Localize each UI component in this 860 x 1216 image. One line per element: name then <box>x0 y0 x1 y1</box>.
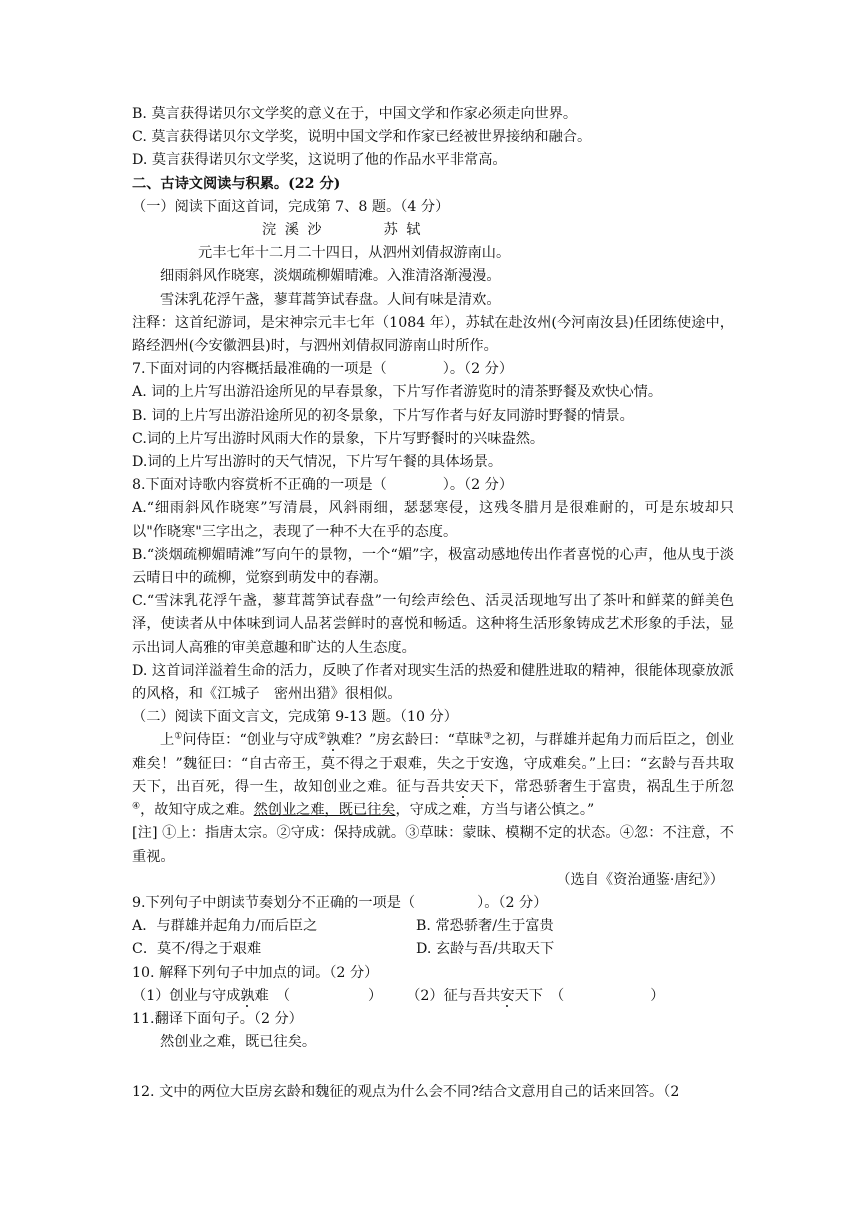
poem-preface: 元丰七年十二月二十四日，从泗州刘倩叔游南山。 <box>198 245 511 262</box>
q6-option-d: D. 莫言获得诺贝尔文学奖，这说明了他的作品水平非常高。 <box>132 152 507 169</box>
part1-heading: （一）阅读下面这首词，完成第 7、8 题。（4 分） <box>132 198 450 215</box>
q8-option-c: C.“雪沫乳花浮午盏，蓼茸蒿笋试春盘”一句绘声绘色、活灵活现地写出了茶叶和鲜菜的鲜美色泽，使读者从中体味到词人品茗尝鲜时的喜悦和畅适。这种将生活形象铸成艺术形象的手法，显示出词人高雅的审美意趣和旷达的人生态度。 <box>132 593 734 656</box>
classical-passage <box>132 729 734 822</box>
passage-text: 上 <box>160 732 175 749</box>
passage-source: （选自《资治通鉴·唐纪》） <box>556 871 724 888</box>
q8-option-b: B.“淡烟疏柳媚晴滩”写向午的景物，一个“媚”字，极富动感地传出作者喜悦的心声，他从曳于淡云晴日中的疏柳，觉察到萌发中的春潮。 <box>132 546 734 587</box>
q10-items <box>132 985 734 1008</box>
q11-answer-space[interactable] <box>132 1054 734 1077</box>
poem-line-1: 细雨斜风作晓寒，淡烟疏柳媚晴滩。入淮清洛渐漫漫。 <box>160 268 501 285</box>
q9-options-row-2 <box>132 938 734 961</box>
part2-heading: （二）阅读下面文言文，完成第 9-13 题。（10 分） <box>132 709 458 726</box>
poem-title: 浣 溪 沙 <box>262 222 324 239</box>
q9-option-b: B. 常恐骄奢/生于富贵 <box>416 918 554 935</box>
q9-option-c: C．莫不/得之于艰难 <box>132 941 262 958</box>
dotted-word-an: 安 <box>455 778 470 795</box>
poem-title-line <box>132 219 734 242</box>
q7-option-b: B. 词的上片写出游沿途所见的初冬景象，下片写作者与好友同游时野餐的情景。 <box>132 407 634 424</box>
dotted-word-shu: 孰 <box>326 732 341 749</box>
q11-stem: 11.翻译下面句子。（2 分） <box>132 1010 303 1027</box>
q7-option-a: A. 词的上片写出游沿途所见的早春景象，下片写作者游览时的清茶野餐及欢快心情。 <box>132 384 663 401</box>
q9-options-row-1 <box>132 915 734 938</box>
q10-item2-post: 天下 （ <box>514 987 565 1004</box>
poem-note: 注释：这首纪游词，是宋神宗元丰七年（1084 年），苏轼在赴汝州(今河南汝县)任团练使途中，路经泗州(今安徽泗县)时，与泗州刘倩叔同游南山时所作。 <box>132 314 734 355</box>
q9-stem-pre: 9.下列句子中朗读节奏划分不正确的一项是（ <box>132 894 416 911</box>
passage-text: ，故知守成之难。 <box>140 802 254 819</box>
q8-stem-pre: 8.下面对诗歌内容赏析不正确的一项是（ <box>132 477 387 494</box>
q10-dotted-shu: 孰 <box>240 987 255 1004</box>
q8-option-d: D. 这首词洋溢着生命的活力，反映了作者对现实生活的热爱和健胜进取的精神，很能体现豪放派的风格，和《江城子 密州出猎》很相似。 <box>132 662 734 703</box>
q8-stem-post: ）。（2 分） <box>442 477 514 494</box>
q10-item2-close: ） <box>650 987 665 1004</box>
poem-line-2: 雪沫乳花浮午盏，蓼茸蒿笋试春盘。人间有味是清欢。 <box>160 291 501 308</box>
passage-text: ，守成之难，方当与诸公慎之。” <box>395 802 595 819</box>
q9-option-a: A．与群雄并起角力/而后臣之 <box>132 918 318 935</box>
q10-item2-pre: （2）征与吾共 <box>406 987 501 1004</box>
underlined-sentence: 然创业之难，既已往矣 <box>253 802 396 819</box>
q7-stem-pre: 7.下面对词的内容概括最准确的一项是（ <box>132 361 387 378</box>
q6-option-b: B. 莫言获得诺贝尔文学奖的意义在于，中国文学和作家必须走向世界。 <box>132 106 578 122</box>
passage-notes: [注] ①上：指唐太宗。②守成：保持成就。③草昧：蒙昧、模糊不定的状态。④忽：不注意，不重视。 <box>132 825 734 865</box>
q12-stem: 12. 文中的两位大臣房玄龄和魏征的观点为什么会不同?结合文意用自己的话来回答。（2 <box>132 1084 680 1101</box>
q8-option-a: A.“细雨斜风作晓寒”写清晨，风斜雨细，瑟瑟寒侵，这残冬腊月是很难耐的，可是东坡却只以"作晓寒"三字出之，表现了一种不大在乎的态度。 <box>132 500 734 540</box>
q10-item1-pre: （1）创业与守成 <box>132 987 241 1004</box>
passage-text: 难？”房玄龄曰：“草昧 <box>340 732 484 749</box>
q9-option-d: D. 玄龄与吾/共取天下 <box>416 941 555 958</box>
q7-stem-post: ）。（2 分） <box>442 361 514 378</box>
poem-author: 苏 轼 <box>383 222 423 239</box>
q9-stem <box>132 892 734 915</box>
q7-option-c: C.词的上片写出游时风雨大作的景象，下片写野餐时的兴味盎然。 <box>132 430 545 447</box>
passage-text: 天下，常恐骄奢生于富贵，祸乱生于所忽 <box>469 778 734 795</box>
q8-stem <box>132 474 734 497</box>
q6-option-c: C. 莫言获得诺贝尔文学奖，说明中国文学和作家已经被世界接纳和融合。 <box>132 129 592 146</box>
exam-page <box>132 103 734 1105</box>
q10-stem: 10. 解释下列句子中加点的词。（2 分） <box>132 964 379 981</box>
passage-text: 问侍臣：“创业与守成 <box>182 732 319 749</box>
q9-stem-post: ）。（2 分） <box>477 894 548 911</box>
section2-heading: 二、古诗文阅读与积累。(22 分) <box>132 175 341 192</box>
q10-item1-close: ） <box>368 987 383 1004</box>
note-marker-1: ① <box>174 731 183 742</box>
q7-option-d: D.词的上片写出游时的天气情况，下片写午餐的具体场景。 <box>132 454 503 471</box>
q7-stem <box>132 358 734 381</box>
note-marker-2: ② <box>318 731 327 742</box>
q10-dotted-an: 安 <box>500 987 515 1004</box>
q10-item1-post: 难 （ <box>254 987 291 1004</box>
note-marker-4: ④ <box>132 801 141 812</box>
passage-text: 之初，与群雄并起角力而后臣之，创业难矣！”魏征曰：“自古帝王，莫不得之于艰难，失之于安逸，守成难矣。”上曰：“玄龄与吾共取天下，出百死，得一生，故知创业之难。征与吾共 <box>132 732 734 795</box>
q11-sentence: 然创业之难，既已往矣。 <box>160 1034 317 1051</box>
note-marker-3: ③ <box>483 731 492 742</box>
